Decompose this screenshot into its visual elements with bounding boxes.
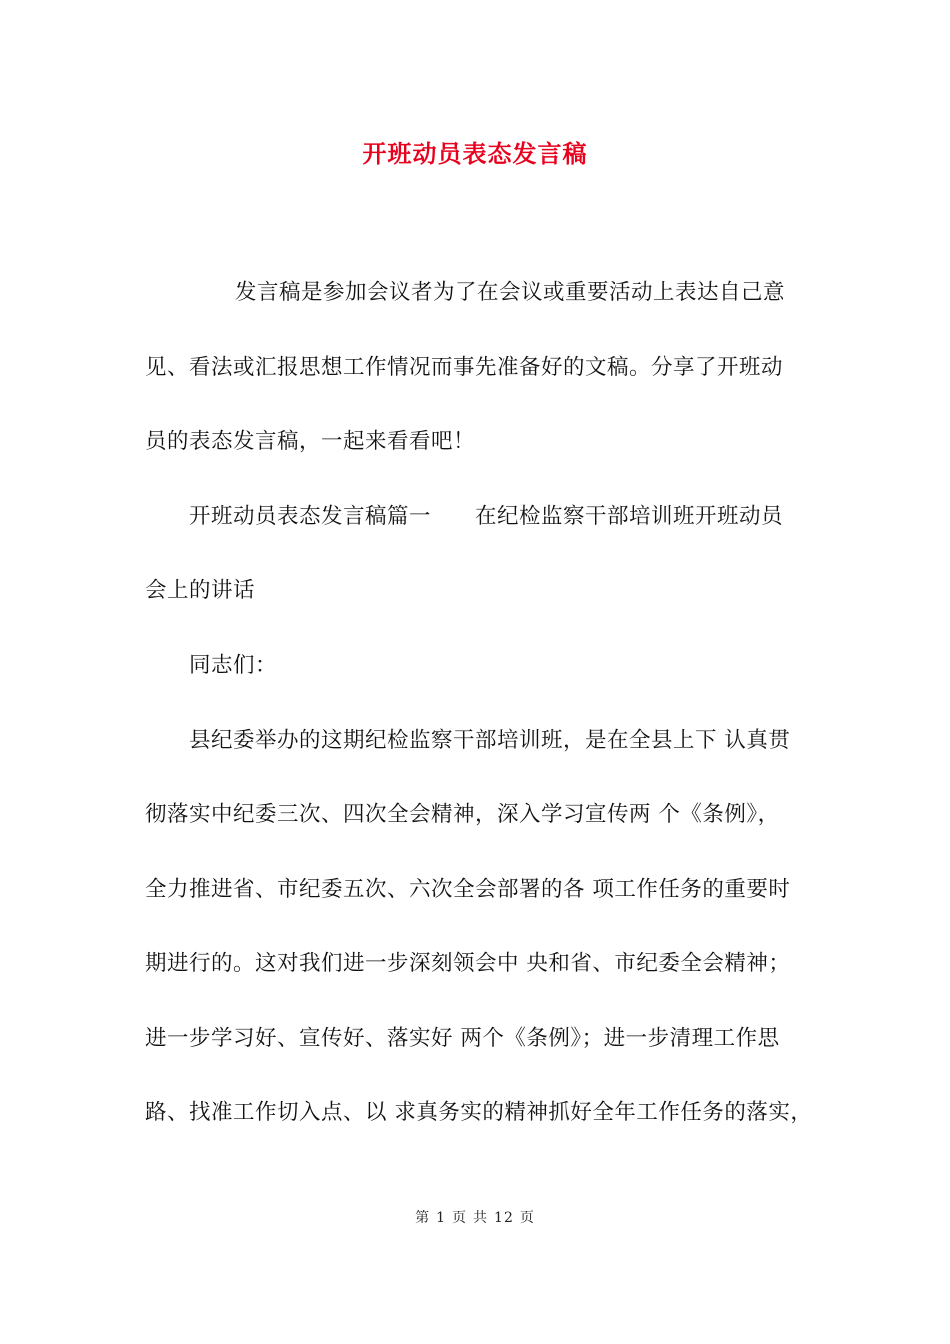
paragraph-line: 见、看法或汇报思想工作情况而事先准备好的文稿。分享了开班动	[145, 355, 784, 380]
footer-total-pages: 12	[494, 1210, 514, 1226]
footer-total-prefix: 共	[473, 1210, 489, 1226]
footer-prefix: 第	[415, 1210, 431, 1226]
paragraph-line: 发言稿是参加会议者为了在会议或重要活动上表达自己意	[235, 280, 786, 305]
paragraph-line: 县纪委举办的这期纪检监察干部培训班，是在全县上下 认真贯	[189, 728, 791, 753]
document-title: 开班动员表态发言稿	[362, 139, 588, 168]
paragraph-line: 路、找准工作切入点、以 求真务实的精神抓好全年工作任务的落实，	[145, 1100, 813, 1125]
footer-page-word: 页	[452, 1210, 468, 1226]
paragraph-line: 期进行的。这对我们进一步深刻领会中 央和省、市纪委全会精神；	[145, 951, 791, 976]
paragraph-line: 会上的讲话	[145, 578, 256, 603]
paragraph-line: 彻落实中纪委三次、四次全会精神，深入学习宣传两 个《条例》，	[145, 802, 780, 827]
paragraph-line: 进一步学习好、宣传好、落实好 两个《条例》；进一步清理工作思	[145, 1026, 780, 1051]
paragraph-line: 开班动员表态发言稿篇一 在纪检监察干部培训班开班动员	[189, 504, 784, 529]
paragraph-line: 全力推进省、市纪委五次、六次全会部署的各 项工作任务的重要时	[145, 877, 791, 902]
paragraph-line: 同志们：	[189, 653, 278, 678]
page-footer	[0, 1208, 950, 1228]
paragraph-line: 员的表态发言稿，一起来看看吧！	[145, 429, 476, 454]
footer-current-page: 1	[436, 1210, 447, 1226]
footer-suffix: 页	[519, 1210, 535, 1226]
